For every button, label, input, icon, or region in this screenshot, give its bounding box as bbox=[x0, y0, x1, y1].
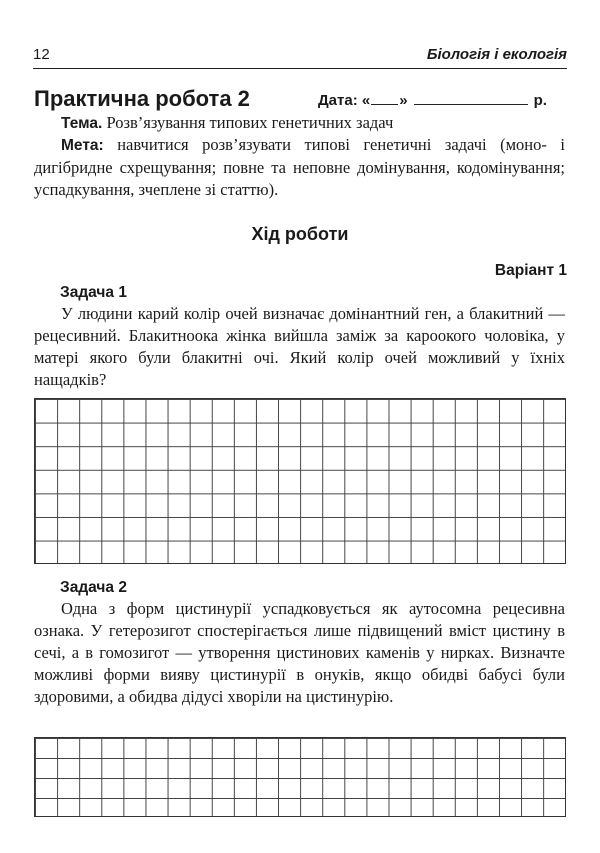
date-month-blank[interactable] bbox=[414, 92, 528, 105]
task-1-text: У людини карий колір очей визначає домінантний ген, а блакитний — рецесивний. Блакитноока жінка вийшла заміж за кароокого чоловіка, у матері якого були блакитні очі. Який колір очей можливий у їхніх нащадків? bbox=[34, 304, 565, 389]
date-label: Дата: « bbox=[318, 92, 371, 109]
date-suffix: р. bbox=[533, 92, 547, 109]
goal-label: Мета: bbox=[61, 137, 104, 154]
variant-label: Варіант 1 bbox=[494, 262, 567, 279]
answer-grid-2[interactable] bbox=[34, 737, 566, 817]
date-day-blank[interactable] bbox=[371, 92, 398, 105]
page-number: 12 bbox=[33, 46, 50, 63]
topic-label: Тема. bbox=[61, 115, 103, 132]
topic-paragraph bbox=[34, 112, 565, 135]
answer-grid-1[interactable] bbox=[34, 398, 566, 564]
task-1-label: Задача 1 bbox=[60, 284, 127, 301]
page-title: Практична робота 2 bbox=[34, 86, 250, 111]
date-line bbox=[318, 92, 568, 109]
progress-heading: Хід роботи bbox=[251, 224, 349, 244]
goal-text: навчитися розв’язувати типові генетичні задачі (моно- і дигібридне схрещування; повне та неповне домінування, кодомінування; успадкування, зчеплене зі статтю). bbox=[34, 135, 565, 199]
task-2-text: Одна з форм цистинурії успадковується як аутосомна рецесивна ознака. У гетерозигот спостерігається лише підвищений вміст цистину в сечі, а в гомозигот — утворення цистинових каменів у нирках. Визначте можливі форми вияву цистинурії в онуків, якщо обидві бабусі були здоровими, а обидва дідусі хворіли на цистинурію. bbox=[34, 599, 565, 706]
task-2-label: Задача 2 bbox=[60, 579, 127, 596]
running-header bbox=[33, 44, 567, 69]
running-title: Біологія і екологія bbox=[426, 46, 567, 63]
topic-text: Розв’язування типових генетичних задач bbox=[102, 113, 394, 132]
date-mid: » bbox=[399, 92, 408, 109]
goal-paragraph bbox=[34, 134, 565, 201]
